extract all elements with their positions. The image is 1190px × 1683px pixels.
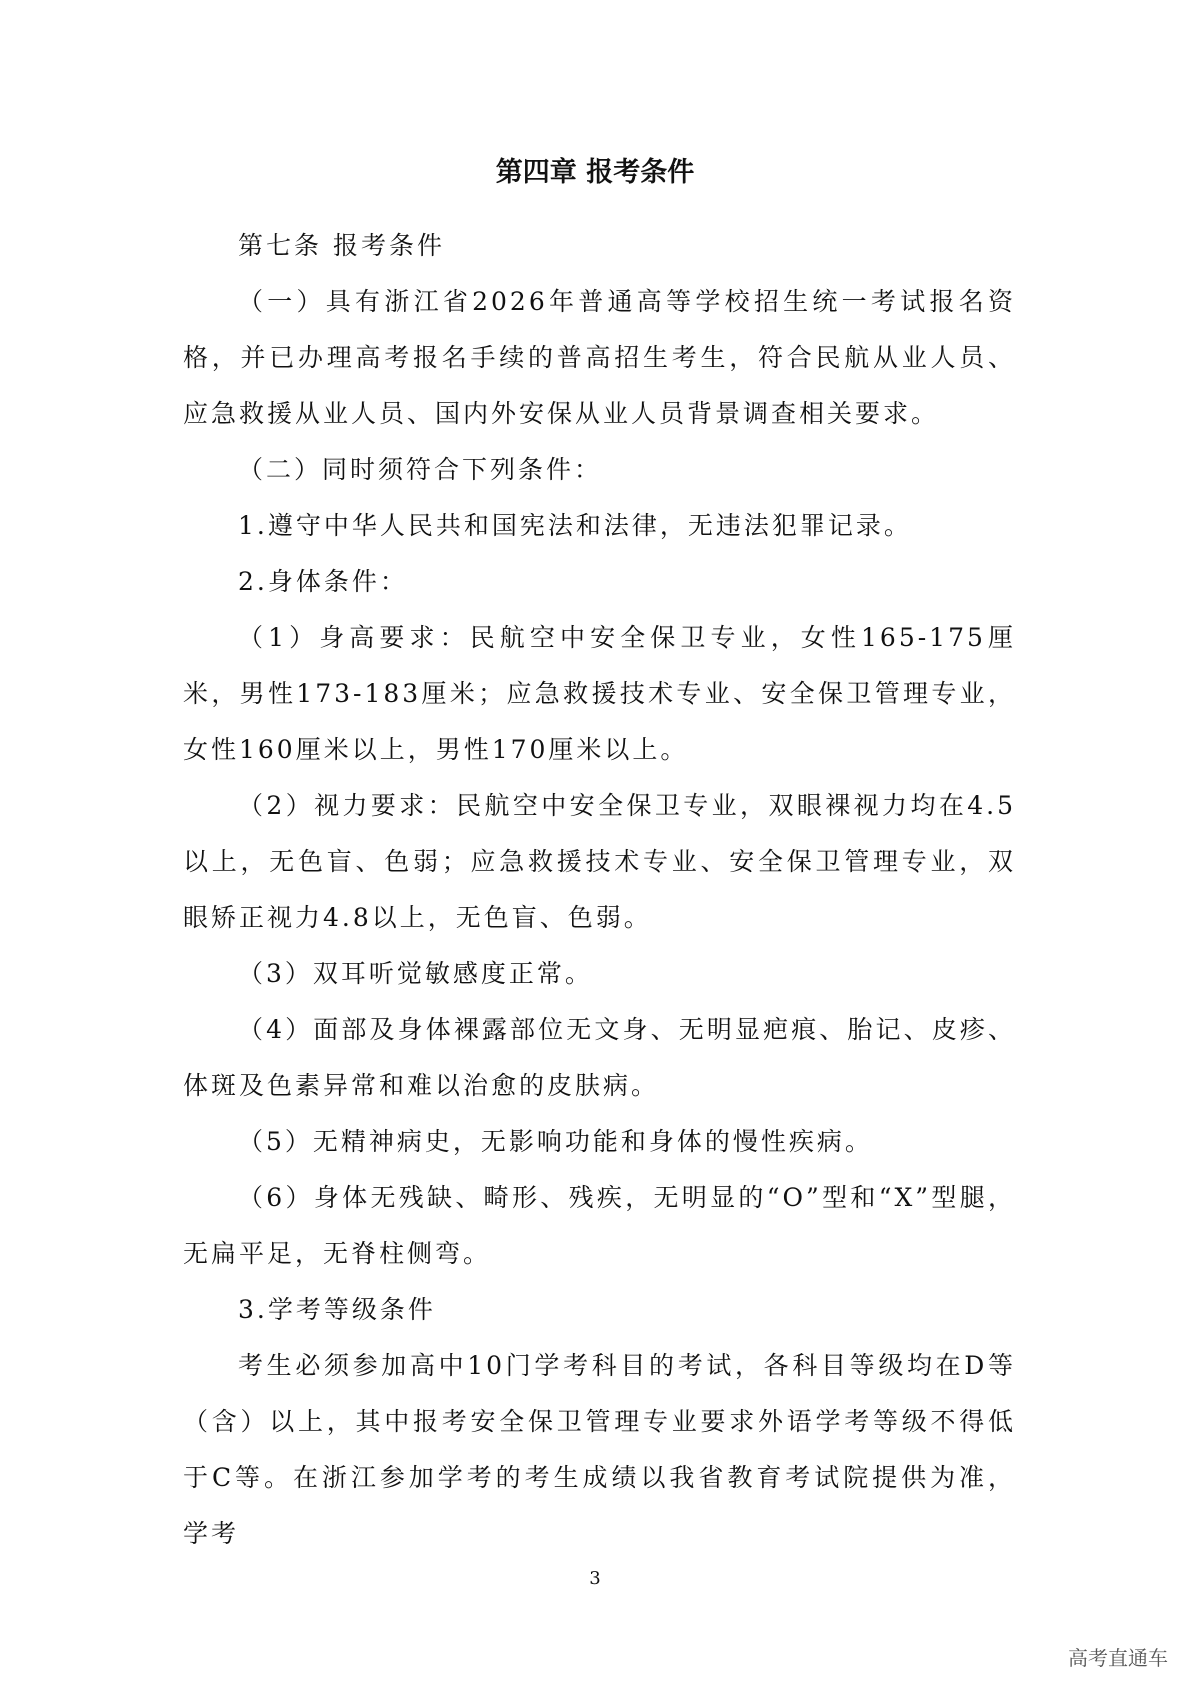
watermark: 高考直通车 [1068, 1646, 1168, 1670]
paragraph: （一）具有浙江省2026年普通高等学校招生统一考试报名资格，并已办理高考报名手续的普高招生考生，符合民航从业人员、应急救援从业人员、国内外安保从业人员背景调查相关要求。 [183, 287, 1016, 428]
paragraph: （5）无精神病史，无影响功能和身体的慢性疾病。 [238, 1127, 873, 1156]
paragraph: （3）双耳听觉敏感度正常。 [238, 959, 593, 988]
body-text [183, 218, 1016, 1562]
article-heading: 第七条 报考条件 [238, 231, 445, 260]
paragraph: （2）视力要求：民航空中安全保卫专业，双眼裸视力均在4.5以上，无色盲、色弱；应急救援技术专业、安全保卫管理专业，双眼矫正视力4.8以上，无色盲、色弱。 [183, 791, 1016, 932]
paragraph: （4）面部及身体裸露部位无文身、无明显疤痕、胎记、皮疹、体斑及色素异常和难以治愈的皮肤病。 [183, 1015, 1016, 1100]
page-number: 3 [589, 1568, 601, 1589]
paragraph: （二）同时须符合下列条件： [238, 455, 603, 484]
paragraph: 考生必须参加高中10门学考科目的考试，各科目等级均在D等（含）以上，其中报考安全保卫管理专业要求外语学考等级不得低于C等。在浙江参加学考的考生成绩以我省教育考试院提供为准，学考 [183, 1351, 1016, 1548]
paragraph: （6）身体无残缺、畸形、残疾，无明显的“O”型和“X”型腿，无扁平足，无脊柱侧弯。 [183, 1183, 1016, 1268]
paragraph: （1）身高要求：民航空中安全保卫专业，女性165-175厘米，男性173-183厘米；应急救援技术专业、安全保卫管理专业，女性160厘米以上，男性170厘米以上。 [183, 623, 1016, 764]
paragraph: 1.遵守中华人民共和国宪法和法律，无违法犯罪记录。 [238, 511, 912, 540]
paragraph: 3.学考等级条件 [238, 1295, 436, 1324]
chapter-title: 第四章 报考条件 [495, 157, 695, 188]
paragraph: 2.身体条件： [238, 567, 408, 596]
